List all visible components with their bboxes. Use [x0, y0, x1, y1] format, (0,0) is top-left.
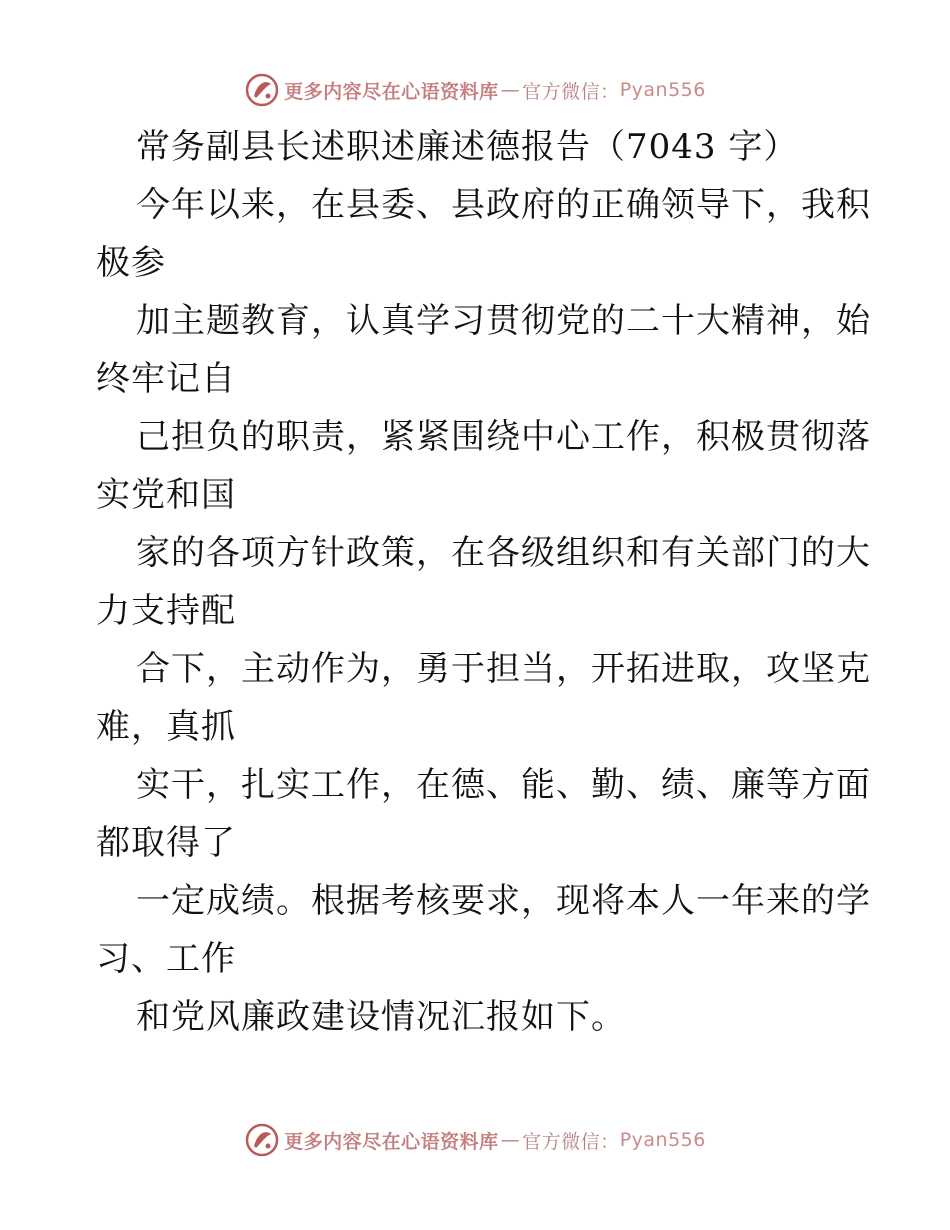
document-body — [96, 118, 871, 1046]
document-line: 终牢记自 — [96, 359, 236, 399]
footer-banner — [0, 1120, 950, 1160]
banner-separator: — — [500, 1129, 521, 1151]
seal-logo-icon — [244, 1122, 280, 1158]
banner-slogan: 更多内容尽在心语资料库 — [284, 1130, 499, 1153]
document-line: 和党风廉政建设情况汇报如下。 — [136, 997, 626, 1037]
document-line: 今年以来，在县委、县政府的正确领导下，我积 — [136, 185, 871, 225]
document-title: 常务副县长述职述廉述德报告（7043 字） — [136, 127, 799, 167]
document-line: 极参 — [96, 243, 166, 283]
document-line: 习、工作 — [96, 939, 236, 979]
banner-wechat-id: Pyan556 — [619, 79, 706, 101]
banner-separator: — — [500, 79, 521, 101]
banner-slogan: 更多内容尽在心语资料库 — [284, 80, 499, 103]
document-line: 都取得了 — [96, 823, 236, 863]
document-line: 家的各项方针政策，在各级组织和有关部门的大 — [136, 533, 871, 573]
document-line: 合下，主动作为，勇于担当，开拓进取，攻坚克 — [136, 649, 871, 689]
document-line: 己担负的职责，紧紧围绕中心工作，积极贯彻落 — [136, 417, 871, 457]
seal-logo-icon — [244, 72, 280, 108]
banner-wechat-label: 官方微信： — [522, 1130, 620, 1153]
document-line: 难，真抓 — [96, 707, 236, 747]
document-line: 实党和国 — [96, 475, 236, 515]
header-banner — [0, 70, 950, 110]
banner-wechat-label: 官方微信： — [522, 80, 620, 103]
document-line: 实干，扎实工作，在德、能、勤、绩、廉等方面 — [136, 765, 871, 805]
banner-wechat-id: Pyan556 — [619, 1129, 706, 1151]
document-line: 力支持配 — [96, 591, 236, 631]
document-line: 加主题教育，认真学习贯彻党的二十大精神，始 — [136, 301, 871, 341]
document-line: 一定成绩。根据考核要求，现将本人一年来的学 — [136, 881, 871, 921]
